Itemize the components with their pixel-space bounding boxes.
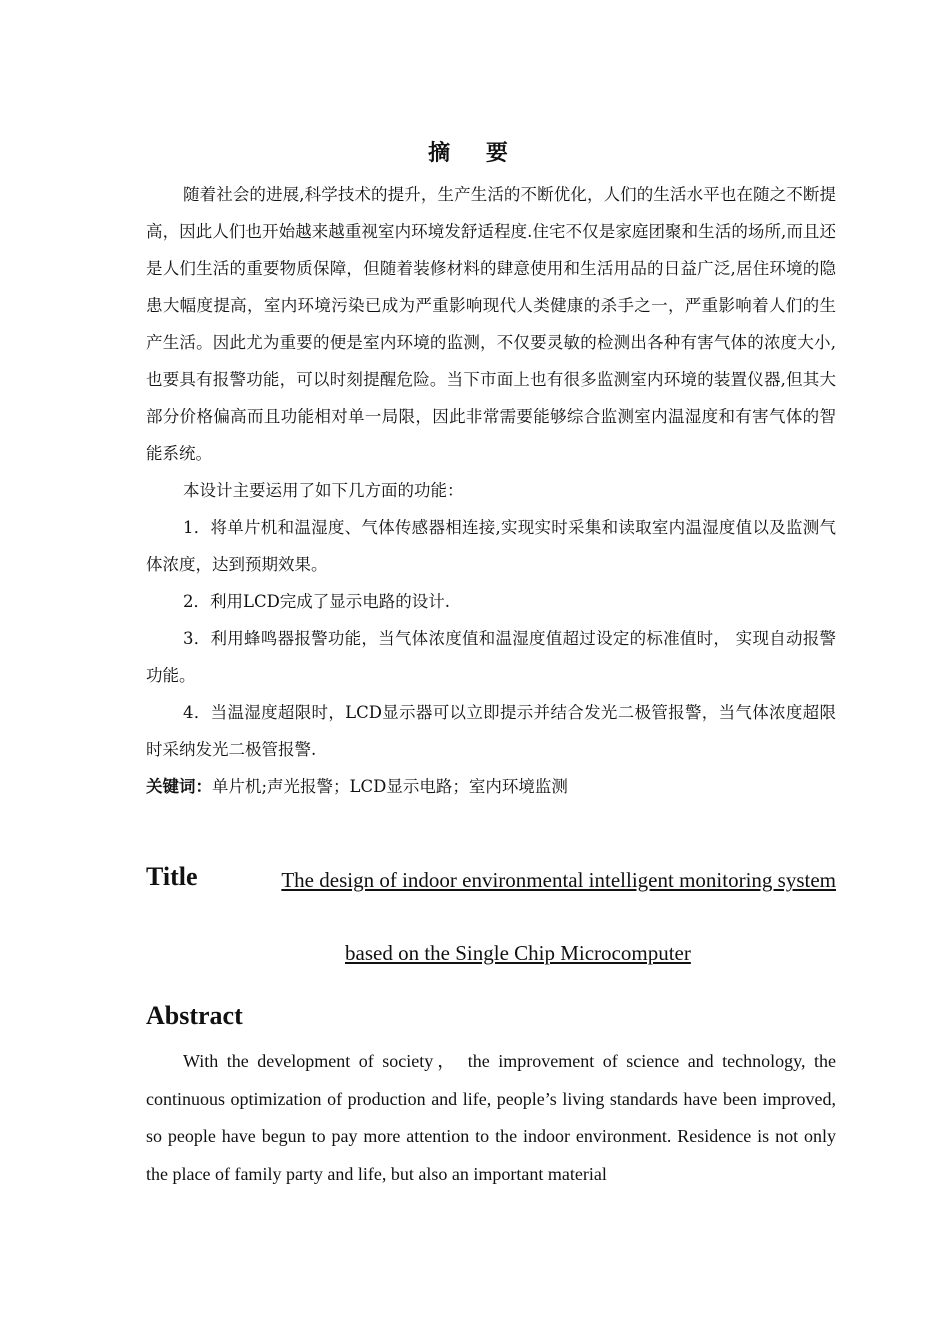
abstract-zh-paragraph-2: 本设计主要运用了如下几方面的功能： — [183, 481, 464, 500]
function-item-2: 2．利用LCD完成了显示电路的设计. — [183, 592, 451, 611]
abstract-zh-heading: 摘 要 — [428, 141, 522, 166]
title-label: Title — [146, 862, 198, 891]
keywords-line — [146, 768, 836, 805]
function-item-4: 4．当温湿度超限时，LCD显示器可以立即提示并结合发光二极管报警，当气体浓度超限时采纳发光二极管报警. — [146, 703, 836, 759]
function-item-1: 1．将单片机和温湿度、气体传感器相连接,实现实时采集和读取室内温湿度值以及监测气体浓度，达到预期效果。 — [146, 518, 836, 574]
keywords-label: 关键词： — [146, 777, 212, 796]
keywords-value: 单片机;声光报警；LCD显示电路；室内环境监测 — [212, 777, 568, 796]
title-line-1: The design of indoor environmental intelligent monitoring system — [281, 868, 836, 892]
abstract-zh-body — [146, 176, 836, 805]
title-line-2: based on the Single Chip Microcomputer — [345, 941, 691, 965]
abstract-en-body: With the development of society， the improvement of science and technology, the continuous optimization of production and life, people’s living standards have been improved, so people have begun to pay more attention to the indoor environment. Residence is not only the place of family party and life, but also an important material — [146, 1051, 836, 1184]
abstract-en-heading: Abstract — [146, 1001, 243, 1030]
abstract-zh-paragraph-1: 随着社会的进展,科学技术的提升，生产生活的不断优化，人们的生活水平也在随之不断提高，因此人们也开始越来越重视室内环境发舒适程度.住宅不仅是家庭团聚和生活的场所,而且还是人们生活的重要物质保障，但随着装修材料的肆意使用和生活用品的日益广泛,居住环境的隐患大幅度提高，室内环境污染已成为严重影响现代人类健康的杀手之一，严重影响着人们的生产生活。因此尤为重要的便是室内环境的监测，不仅要灵敏的检测出各种有害气体的浓度大小,也要具有报警功能，可以时刻提醒危险。当下市面上也有很多监测室内环境的装置仪器,但其大部分价格偏高而且功能相对单一局限，因此非常需要能够综合监测室内温湿度和有害气体的智能系统。 — [146, 185, 836, 463]
function-item-3: 3．利用蜂鸣器报警功能，当气体浓度值和温湿度值超过设定的标准值时， 实现自动报警功能。 — [146, 629, 836, 685]
